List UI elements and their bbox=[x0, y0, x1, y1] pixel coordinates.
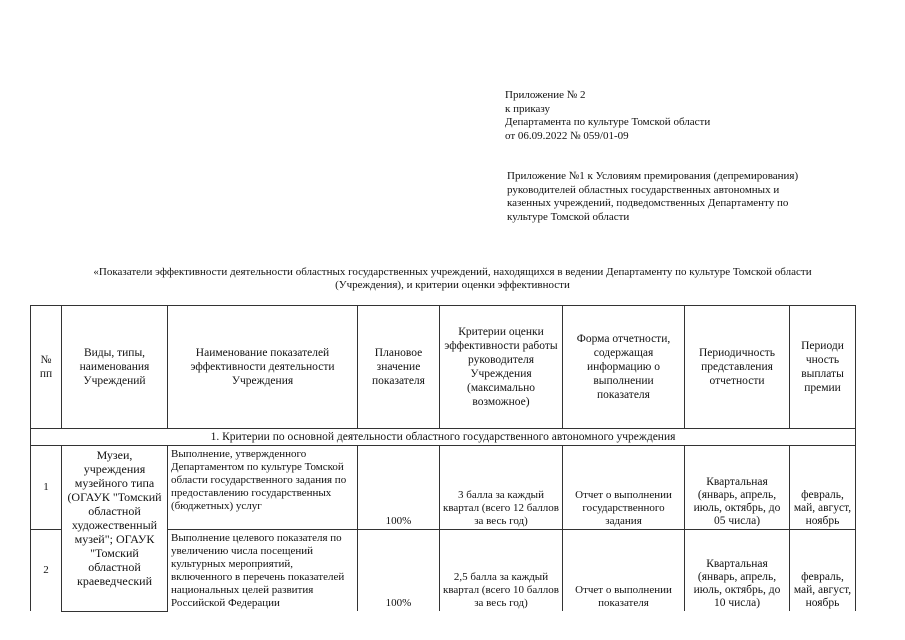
header-payout: Периоди чность выплаты премии bbox=[790, 306, 856, 429]
periodicity-cell: Квартальная (январь, апрель, июль, октябрь, до 05 числа) bbox=[685, 446, 790, 530]
document-title bbox=[30, 266, 875, 292]
section-title: 1. Критерии по основной деятельности областного государственного автономного учреждения bbox=[31, 429, 856, 446]
header-types: Виды, типы, наименования Учреждений bbox=[62, 306, 168, 429]
row-num: 2 bbox=[31, 530, 62, 612]
report-cell: Отчет о выполнении государственного задания bbox=[563, 446, 685, 530]
periodicity-cell: Квартальная (январь, апрель, июль, октябрь, до 10 числа) bbox=[685, 530, 790, 612]
table-header-row bbox=[31, 306, 856, 429]
header-periodicity: Периодичность представления отчетности bbox=[685, 306, 790, 429]
criteria-cell: 2,5 балла за каждый квартал (всего 10 баллов за весь год) bbox=[440, 530, 563, 612]
planned-cell: 100% bbox=[358, 530, 440, 612]
indicators-table bbox=[30, 305, 856, 612]
annex2-line: казенных учреждений, подведомственных Департаменту по bbox=[507, 197, 789, 209]
annex-line: Приложение № 2 bbox=[505, 89, 586, 101]
header-criteria: Критерии оценки эффективности работы руководителя Учреждения (максимально возможное) bbox=[440, 306, 563, 429]
header-num: № пп bbox=[31, 306, 62, 429]
annex-header bbox=[505, 89, 710, 143]
indicator-cell: Выполнение, утвержденного Департаментом по культуре Томской области государственного задания по предоставлению государственных (бюджетных) услуг bbox=[168, 446, 358, 530]
report-cell: Отчет о выполнении показателя bbox=[563, 530, 685, 612]
table-row bbox=[31, 446, 856, 530]
annex-line: от 06.09.2022 № 059/01-09 bbox=[505, 129, 629, 142]
row-num: 1 bbox=[31, 446, 62, 530]
header-indicator: Наименование показателей эффективности деятельности Учреждения bbox=[168, 306, 358, 429]
annex-conditions bbox=[507, 170, 798, 224]
annex2-line: Приложение №1 к Условиям премирования (депремирования) bbox=[507, 170, 799, 182]
annex2-line: руководителей областных государственных автономных и bbox=[507, 183, 780, 196]
payout-cell: февраль, май, август, ноябрь bbox=[790, 446, 856, 530]
indicator-cell: Выполнение целевого показателя по увеличению числа посещений культурных мероприятий, включенного в перечень показателей национальных целей развития Российской Федерации bbox=[168, 530, 358, 612]
institution-cell: Музеи, учреждения музейного типа (ОГАУК "Томский областной художественный музей"; ОГАУК "Томский областной краеведческий bbox=[62, 446, 168, 612]
header-planned: Плановое значение показателя bbox=[358, 306, 440, 429]
planned-cell: 100% bbox=[358, 446, 440, 530]
annex2-line: культуре Томской области bbox=[507, 210, 630, 223]
payout-cell: февраль, май, август, ноябрь bbox=[790, 530, 856, 612]
criteria-cell: 3 балла за каждый квартал (всего 12 баллов за весь год) bbox=[440, 446, 563, 530]
title-line: (Учреждения), и критерии оценки эффективности bbox=[335, 279, 570, 291]
section-row bbox=[31, 429, 856, 446]
annex-line: Департамента по культуре Томской области bbox=[505, 116, 711, 128]
title-line: «Показатели эффективности деятельности областных государственных учреждений, находящихся в ведении Департаменту по культуре Томской области bbox=[93, 266, 812, 278]
header-report: Форма отчетности, содержащая информацию о выполнении показателя bbox=[563, 306, 685, 429]
annex-line: к приказу bbox=[505, 102, 551, 115]
